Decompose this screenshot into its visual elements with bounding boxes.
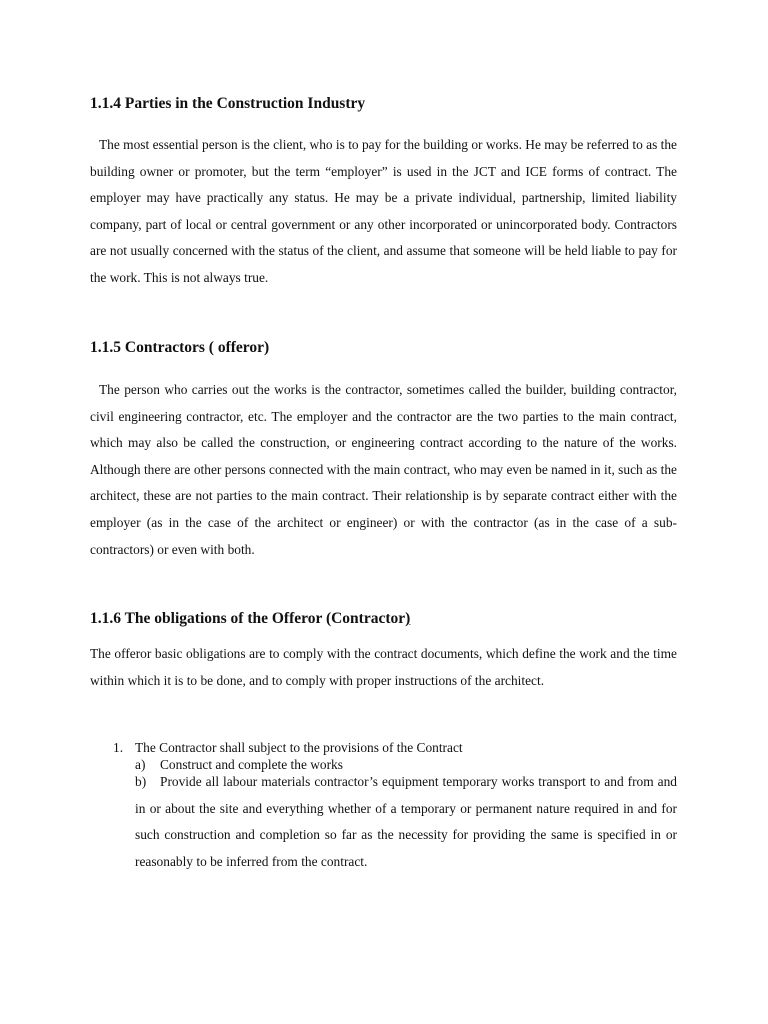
paragraph-parties: The most essential person is the client, who is to pay for the building or works. He may be referred to as the building owner or promoter, but the term “employer” is used in the JCT and ICE forms of contract. The employer may have practically any status. He may be a private individual, partnership, limited liability company, part of local or central government or any other incorporated or unincorporated body. Contractors are not usually concerned with the status of the client, and assume that someone will be held liable to pay for the work. This is not always true.	[90, 137, 677, 285]
heading-1-1-4: 1.1.4 Parties in the Construction Industry	[90, 95, 366, 112]
list-item-number: 1.	[113, 740, 124, 755]
sub-item-a-marker: a)	[135, 757, 146, 772]
heading-1-1-6-closing-paren: )	[405, 610, 411, 627]
heading-1-1-6	[90, 610, 410, 628]
heading-1-1-5: 1.1.5 Contractors ( offeror)	[90, 339, 270, 356]
sub-item-b-marker: b)	[135, 774, 147, 789]
paragraph-contractors: The person who carries out the works is the contractor, sometimes called the builder, building contractor, civil engineering contractor, etc. The employer and the contractor are the two parties to the main contract, which may also be called the construction, or engineering contract according to the nature of the works. Although there are other persons connected with the main contract, who may even be named in it, such as the architect, these are not parties to the main contract. Their relationship is by separate contract either with the employer (as in the case of the architect or engineer) or with the contractor (as in the case of a sub-contractors) or even with both.	[90, 382, 677, 557]
sub-item-a-text: Construct and complete the works	[160, 757, 343, 772]
list-item-text: The Contractor shall subject to the provisions of the Contract	[135, 740, 463, 755]
paragraph-offeror-obligations: The offeror basic obligations are to comply with the contract documents, which define the work and the time within which it is to be done, and to comply with proper instructions of the architect.	[90, 646, 677, 688]
heading-1-1-6-text: 1.1.6 The obligations of the Offeror (Contractor	[90, 610, 406, 627]
sub-item-b-text: Provide all labour materials contractor’s equipment temporary works transport to and from and in or about the site and everything whether of a temporary or permanent nature required in and for such construction and completion so far as the necessity for providing the same is specified in or reasonably to be inferred from the contract.	[135, 774, 677, 869]
